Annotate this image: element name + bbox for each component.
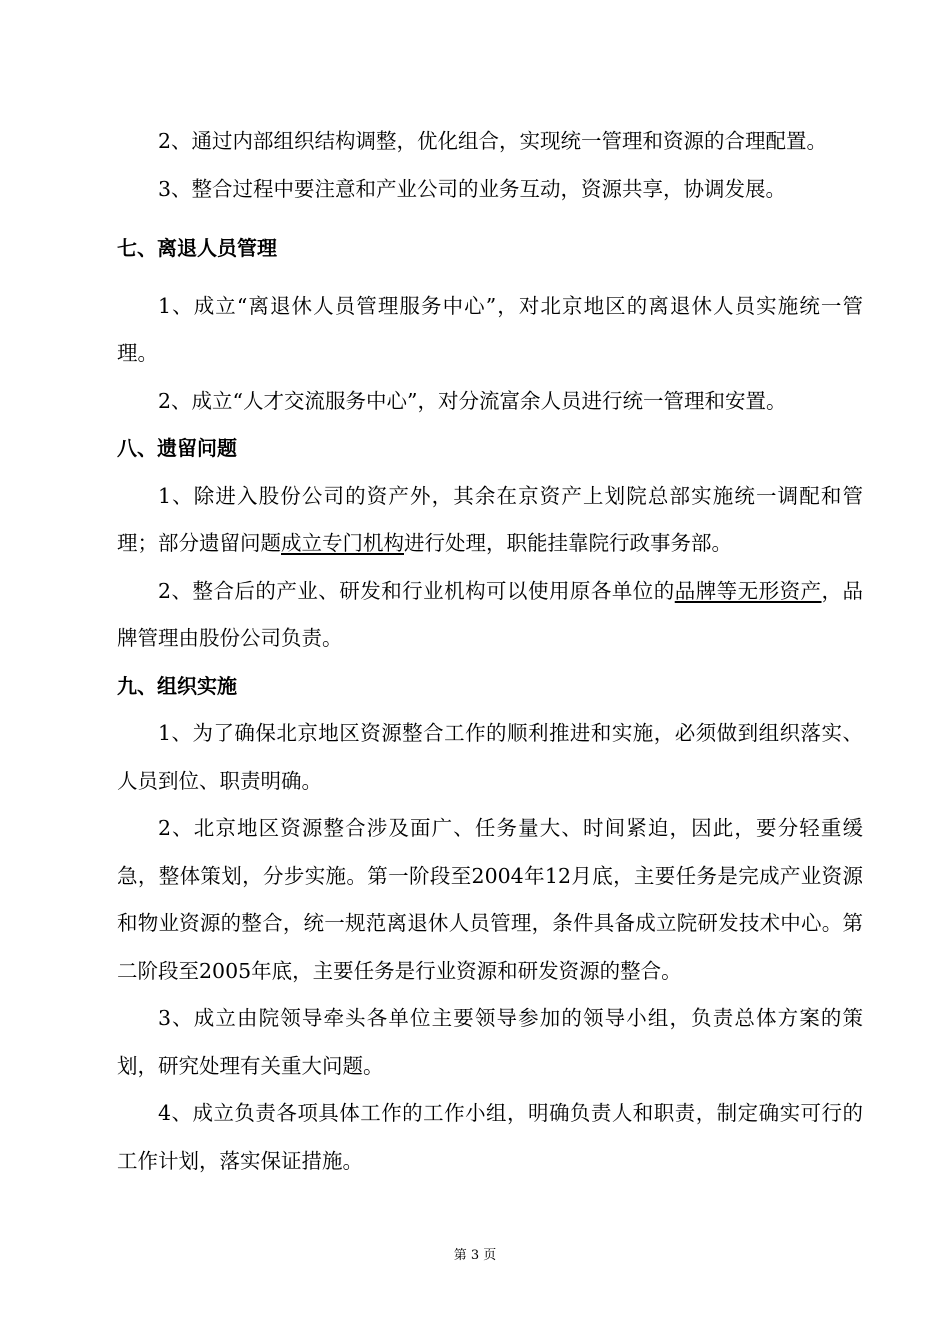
page-number: 第 3 页 — [453, 1248, 497, 1263]
section6-item3: 3、整合过程中要注意和产业公司的业务互动，资源共享，协调发展。 — [158, 176, 787, 201]
section9-item4: 4、成立负责各项具体工作的工作小组，明确负责人和职责，制定确实可行的工作计划，落实保证措施。 — [117, 1101, 863, 1173]
section8-item2-text-a: 2、整合后的产业、研发和行业机构可以使用原各单位的 — [158, 578, 675, 603]
section7-heading: 七、离退人员管理 — [117, 236, 277, 260]
document-body — [117, 118, 863, 1185]
section7-item1: 1、成立“离退休人员管理服务中心”，对北京地区的离退休人员实施统一管理。 — [117, 293, 863, 365]
section9-heading: 九、组织实施 — [117, 673, 237, 698]
section6-item2: 2、通过内部组织结构调整，优化组合，实现统一管理和资源的合理配置。 — [158, 129, 828, 153]
section8-item1-text-b: 进行处理，职能挂靠院行政事务部。 — [404, 531, 732, 555]
section9-item2: 2、北京地区资源整合涉及面广、任务量大、时间紧迫，因此，要分轻重缓急，整体策划，分步实施。第一阶段至2004年12月底，主要任务是完成产业资源和物业资源的整合，统一规范离退休人员管理，条件具备成立院研发技术中心。第二阶段至2005年底，主要任务是行业资源和研发资源的整合。 — [117, 816, 863, 983]
section8-item2-underlined: 品牌等无形资产 — [674, 578, 822, 603]
section9-item3: 3、成立由院领导牵头各单位主要领导参加的领导小组，负责总体方案的策划，研究处理有关重大问题。 — [117, 1006, 863, 1078]
section8-item2-text-b: ，品牌管理由股份公司负责。 — [117, 578, 863, 650]
section8-item1 — [117, 473, 863, 568]
section8-item2 — [117, 568, 863, 663]
section8-item1-underlined: 成立专门机构 — [281, 531, 404, 555]
section8-item1-text-a: 1、除进入股份公司的资产外，其余在京资产上划院总部实施统一调配和管理；部分遗留问题 — [117, 483, 863, 555]
section9-item1: 1、为了确保北京地区资源整合工作的顺利推进和实施，必须做到组织落实、人员到位、职责明确。 — [117, 721, 863, 793]
section7-item2: 2、成立“人才交流服务中心”，对分流富余人员进行统一管理和安置。 — [158, 388, 787, 413]
section8-heading: 八、遗留问题 — [117, 436, 237, 460]
